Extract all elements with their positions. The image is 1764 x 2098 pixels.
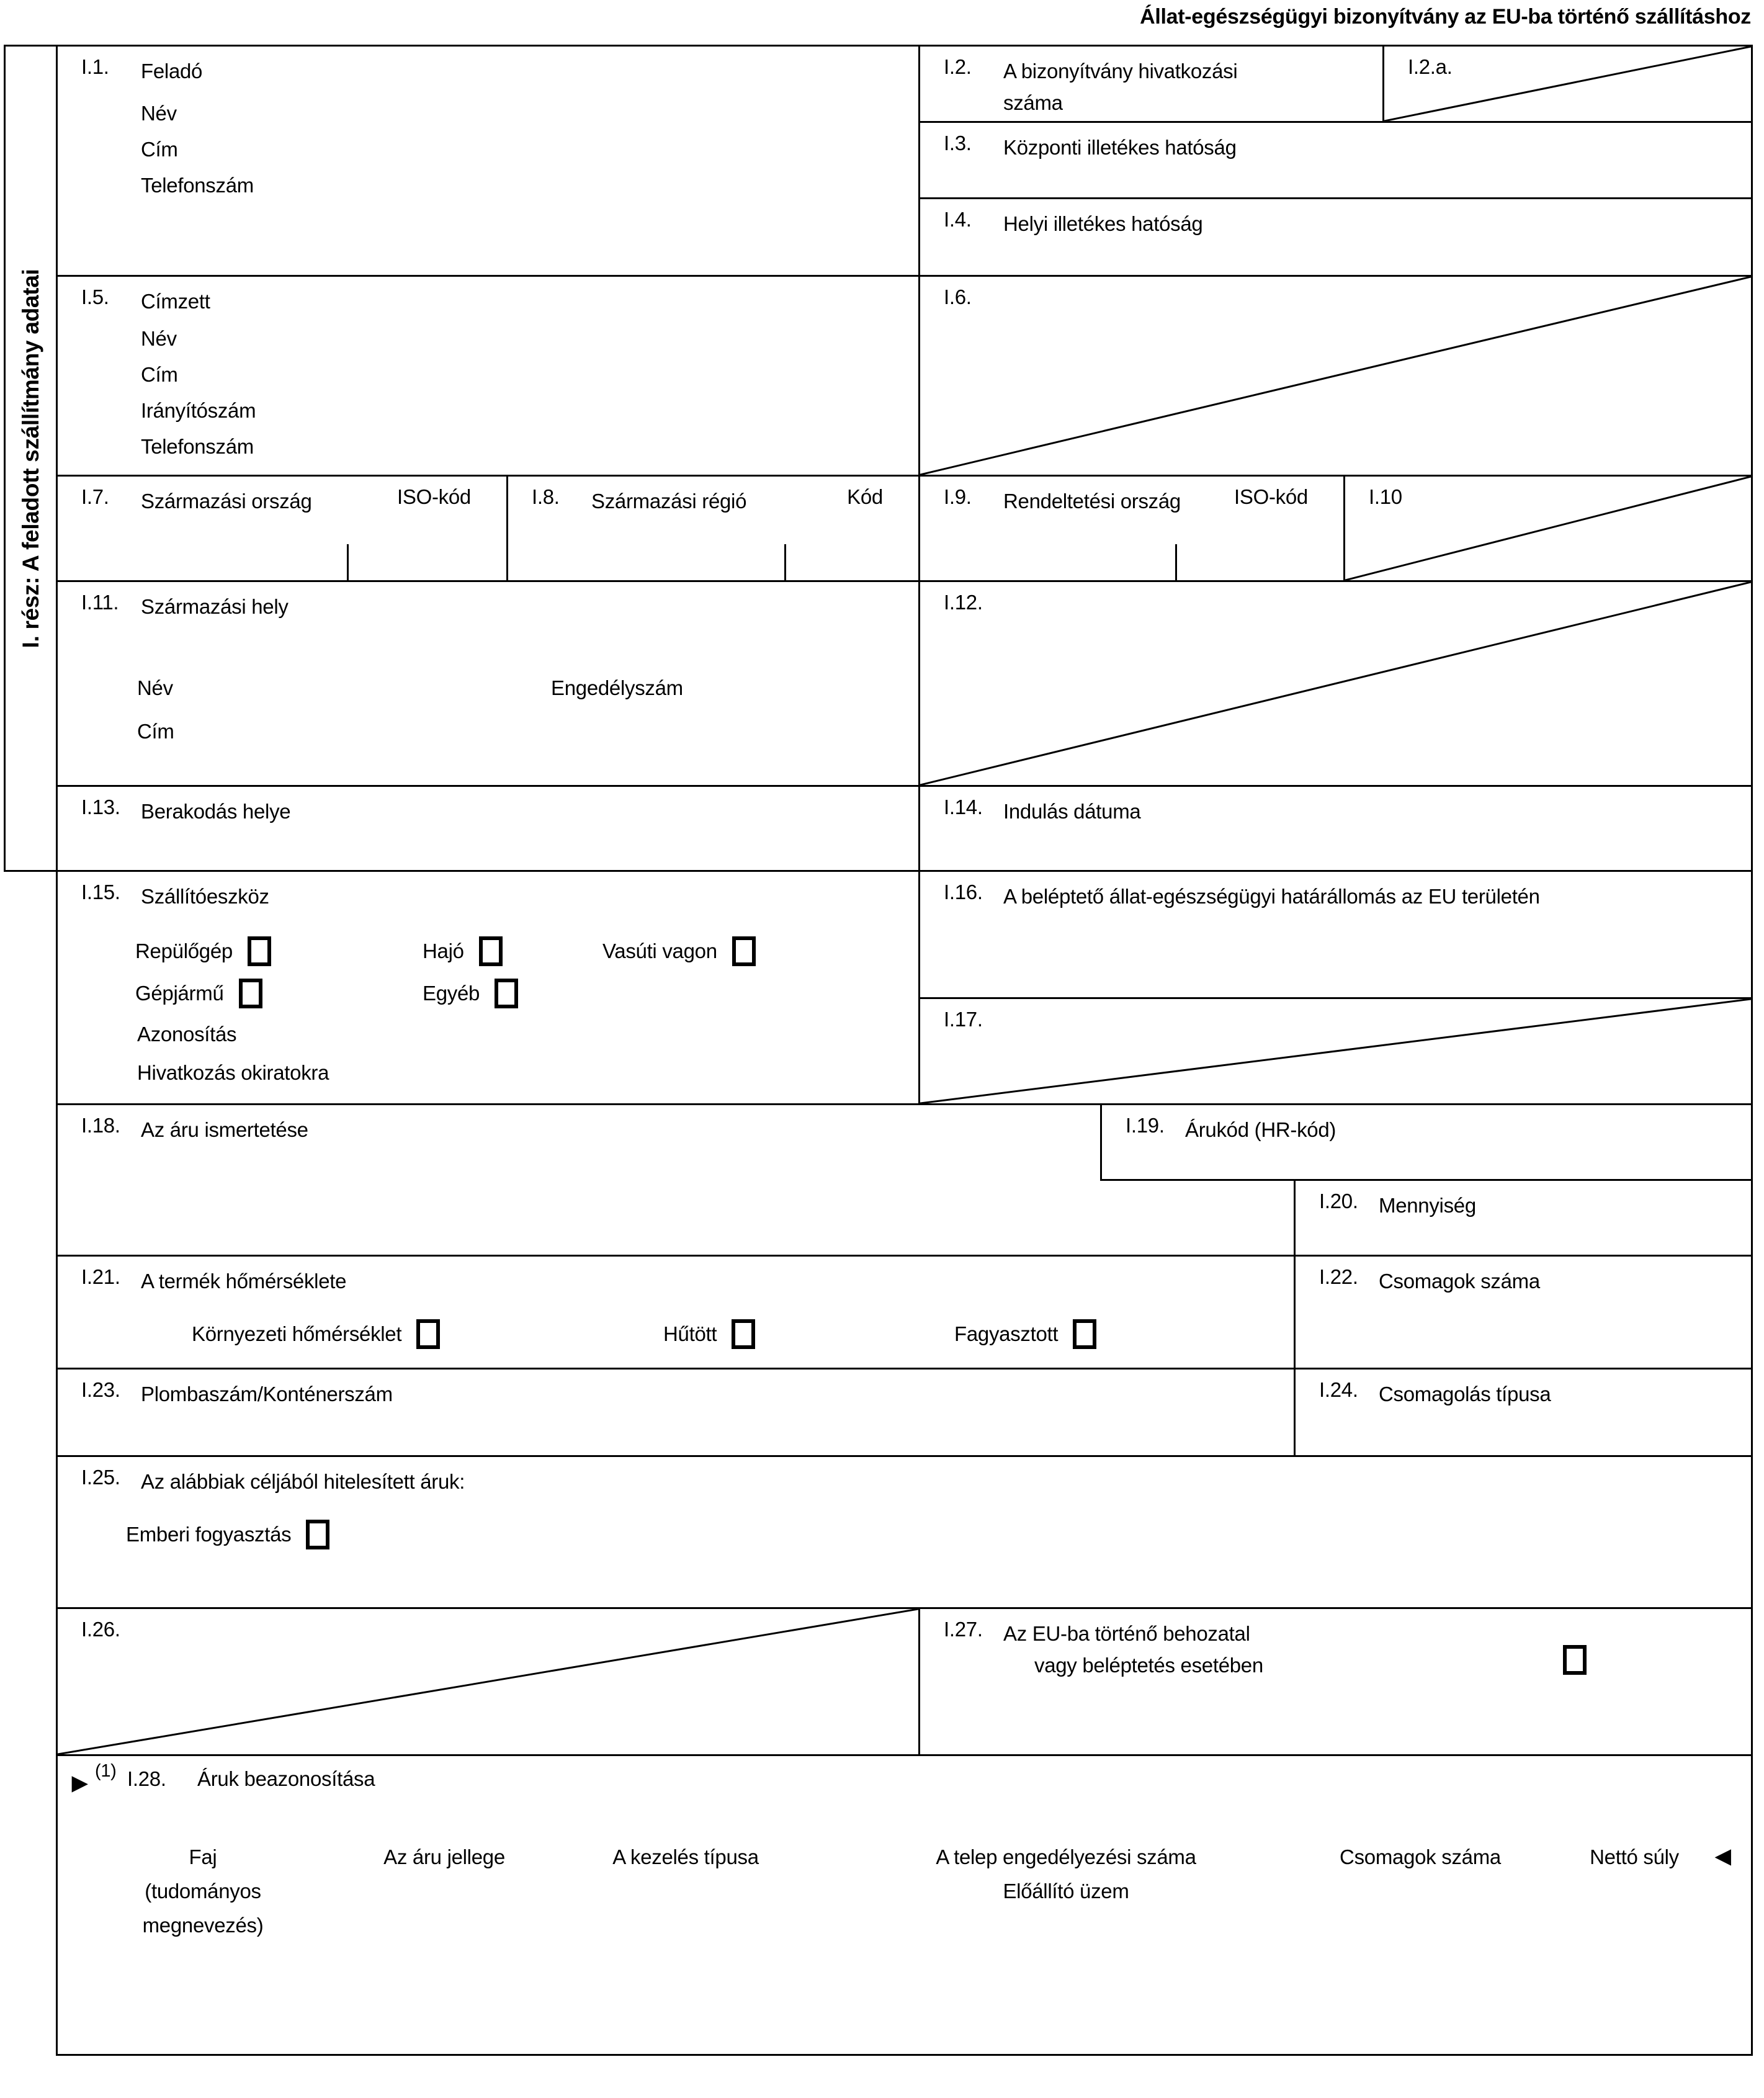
- field-i25-commodities-certified-for: [56, 1455, 1753, 1609]
- field-label: Származási hely: [141, 595, 289, 618]
- field-label: Származási régió: [591, 490, 747, 513]
- option-label: Gépjármű: [135, 982, 224, 1005]
- field-number: I.11.: [81, 591, 119, 614]
- field-label: Berakodás helye: [141, 800, 291, 823]
- field-number: I.17.: [944, 1008, 983, 1031]
- column-header-net-weight: Nettó súly: [1590, 1845, 1679, 1868]
- field-i24-type-of-packaging: [1294, 1368, 1753, 1457]
- diagonal-strikethrough: [1384, 47, 1751, 121]
- field-number: I.14.: [944, 796, 983, 818]
- line-phone: Telefonszám: [141, 174, 254, 197]
- permit-number-label: Engedélyszám: [551, 676, 683, 699]
- line-name: Név: [141, 102, 177, 125]
- checkbox-chilled[interactable]: [732, 1319, 755, 1349]
- field-number: I.13.: [81, 796, 120, 818]
- column-header-number-of-packages: Csomagok száma: [1340, 1845, 1501, 1868]
- line-address: Cím: [141, 138, 178, 161]
- field-i6-blank: [918, 275, 1753, 477]
- field-label: Címzett: [141, 290, 210, 313]
- field-i1-consignor: [56, 45, 920, 277]
- field-number: I.28.: [127, 1767, 166, 1790]
- field-number: I.2.: [944, 55, 972, 78]
- field-number: I.26.: [81, 1618, 120, 1641]
- field-i2a-blank: [1382, 45, 1753, 123]
- field-label: Indulás dátuma: [1003, 800, 1141, 823]
- field-i19-commodity-code: [1100, 1103, 1753, 1181]
- part1-sidebar: [4, 45, 58, 872]
- iso-code-label: ISO-kód: [397, 485, 471, 508]
- field-i28-identification-of-commodities: [56, 1754, 1753, 2056]
- field-number: I.4.: [944, 208, 972, 231]
- option-label: Vasúti vagon: [602, 939, 717, 962]
- sidebar-label: I. rész: A feladott szállítmány adatai: [17, 269, 43, 648]
- field-number: I.5.: [81, 285, 109, 308]
- field-i3-central-authority: [918, 121, 1753, 199]
- line-phone: Telefonszám: [141, 435, 254, 459]
- diagonal-strikethrough: [1345, 477, 1751, 580]
- field-i4-local-authority: [918, 197, 1753, 277]
- checkbox-road-vehicle[interactable]: [239, 979, 262, 1008]
- field-label: Áruk beazonosítása: [197, 1767, 375, 1790]
- line-postal-code: Irányítószám: [141, 399, 256, 423]
- field-i8-region-of-origin: [506, 475, 920, 582]
- field-i21-product-temperature: [56, 1255, 1296, 1370]
- field-label: Plombaszám/Konténerszám: [141, 1383, 393, 1405]
- field-label: Szállítóeszköz: [141, 885, 269, 908]
- field-label: Központi illetékes hatóság: [1003, 136, 1237, 159]
- checkbox-rail-wagon[interactable]: [732, 936, 756, 966]
- option-label: Egyéb: [423, 982, 480, 1005]
- field-number: I.24.: [1319, 1378, 1358, 1401]
- field-i14-date-of-departure: [918, 785, 1753, 872]
- footnote-marker: (1): [95, 1761, 117, 1781]
- field-i23-seal-container-number: [56, 1368, 1296, 1457]
- option-label: Emberi fogyasztás: [126, 1523, 292, 1546]
- field-i7-country-of-origin: [56, 475, 508, 582]
- documentary-references-label: Hivatkozás okiratokra: [137, 1061, 329, 1084]
- field-number: I.16.: [944, 881, 983, 903]
- field-i15-means-of-transport: [56, 870, 920, 1105]
- field-number: I.15.: [81, 881, 120, 903]
- field-i26-blank: [56, 1607, 920, 1756]
- field-number: I.8.: [532, 485, 560, 508]
- line-name: Név: [137, 676, 173, 699]
- field-number: I.21.: [81, 1265, 120, 1288]
- field-i16-entry-bip: [918, 870, 1753, 999]
- code-label: Kód: [847, 485, 883, 508]
- option-label: Környezeti hőmérséklet: [192, 1322, 402, 1345]
- code-divider: [347, 544, 349, 580]
- column-header-nature-of-commodity: Az áru jellege: [383, 1845, 505, 1868]
- checkbox-airplane[interactable]: [248, 936, 271, 966]
- field-number: I.19.: [1126, 1114, 1165, 1137]
- checkbox-ship[interactable]: [479, 936, 503, 966]
- field-number: I.27.: [944, 1618, 983, 1641]
- field-label: Származási ország: [141, 490, 312, 513]
- field-label: A termék hőmérséklete: [141, 1270, 347, 1293]
- field-number: I.10: [1369, 485, 1402, 508]
- field-number: I.18.: [81, 1114, 120, 1137]
- field-label: Csomagolás típusa: [1379, 1383, 1551, 1405]
- field-label: Rendeltetési ország: [1003, 490, 1181, 513]
- field-i27-import-or-admission: [918, 1607, 1753, 1756]
- field-number: I.22.: [1319, 1265, 1358, 1288]
- field-number: I.23.: [81, 1378, 120, 1401]
- field-label: A beléptető állat-egészségügyi határállomás az EU területén: [1003, 885, 1540, 908]
- field-i11-place-of-origin: [56, 580, 920, 787]
- page-title: Állat-egészségügyi bizonyítvány az EU-ba történő szállításhoz: [1140, 5, 1751, 29]
- diagonal-strikethrough: [920, 277, 1751, 475]
- field-label-line1: Az EU-ba történő behozatal: [1003, 1622, 1250, 1645]
- checkbox-frozen[interactable]: [1073, 1319, 1096, 1349]
- column-header-approval-number: A telep engedélyezési száma Előállító üzem: [936, 1845, 1196, 1903]
- field-label-line2: vagy beléptetés esetében: [1034, 1654, 1263, 1677]
- field-label: Csomagok száma: [1379, 1270, 1540, 1293]
- field-i17-blank: [918, 997, 1753, 1105]
- field-number: I.9.: [944, 485, 972, 508]
- checkbox-human-consumption[interactable]: [306, 1520, 329, 1549]
- field-number: I.3.: [944, 132, 972, 155]
- option-label: Repülőgép: [135, 939, 233, 962]
- field-number: I.1.: [81, 55, 109, 78]
- field-number: I.6.: [944, 285, 972, 308]
- column-header-species: Faj (tudományos megnevezés): [142, 1845, 264, 1937]
- field-label: Helyi illetékes hatóság: [1003, 212, 1203, 235]
- code-divider: [784, 544, 786, 580]
- field-label: Feladó: [141, 60, 203, 83]
- field-i12-blank: [918, 580, 1753, 787]
- diagonal-strikethrough: [58, 1609, 918, 1754]
- line-address: Cím: [141, 363, 178, 387]
- field-number: I.25.: [81, 1466, 120, 1489]
- right-arrow-marker-icon: ►: [66, 1768, 94, 1798]
- field-i5-consignee: [56, 275, 920, 477]
- identification-label: Azonosítás: [137, 1023, 237, 1046]
- diagonal-strikethrough: [920, 999, 1751, 1103]
- field-label: Mennyiség: [1379, 1194, 1476, 1217]
- field-label: Az alábbiak céljából hitelesített áruk:: [141, 1470, 465, 1493]
- checkbox-import-entry[interactable]: [1563, 1645, 1587, 1675]
- field-number: I.20.: [1319, 1190, 1358, 1213]
- field-number: I.2.a.: [1408, 55, 1453, 78]
- option-label: Hűtött: [663, 1322, 717, 1345]
- option-label: Hajó: [423, 939, 464, 962]
- field-i10-blank: [1343, 475, 1753, 582]
- checkbox-other[interactable]: [495, 979, 518, 1008]
- field-label: Az áru ismertetése: [141, 1118, 308, 1141]
- field-label: Árukód (HR-kód): [1185, 1118, 1336, 1141]
- field-number: I.12.: [944, 591, 983, 614]
- left-arrow-marker-icon: ◄: [1709, 1841, 1737, 1872]
- diagonal-strikethrough: [920, 582, 1751, 785]
- field-i9-country-of-destination: [918, 475, 1345, 582]
- iso-code-label: ISO-kód: [1234, 485, 1308, 508]
- field-i22-number-of-packages: [1294, 1255, 1753, 1370]
- field-i2-certificate-reference: [918, 45, 1384, 123]
- field-i20-quantity: [1294, 1179, 1753, 1257]
- option-label: Fagyasztott: [954, 1322, 1059, 1345]
- column-header-treatment-type: A kezelés típusa: [612, 1845, 759, 1868]
- field-i13-place-of-loading: [56, 785, 920, 872]
- line-name: Név: [141, 327, 177, 351]
- line-address: Cím: [137, 720, 174, 743]
- field-number: I.7.: [81, 485, 109, 508]
- field-label: A bizonyítvány hivatkozási száma: [1003, 60, 1238, 115]
- checkbox-ambient[interactable]: [416, 1319, 440, 1349]
- code-divider: [1175, 544, 1177, 580]
